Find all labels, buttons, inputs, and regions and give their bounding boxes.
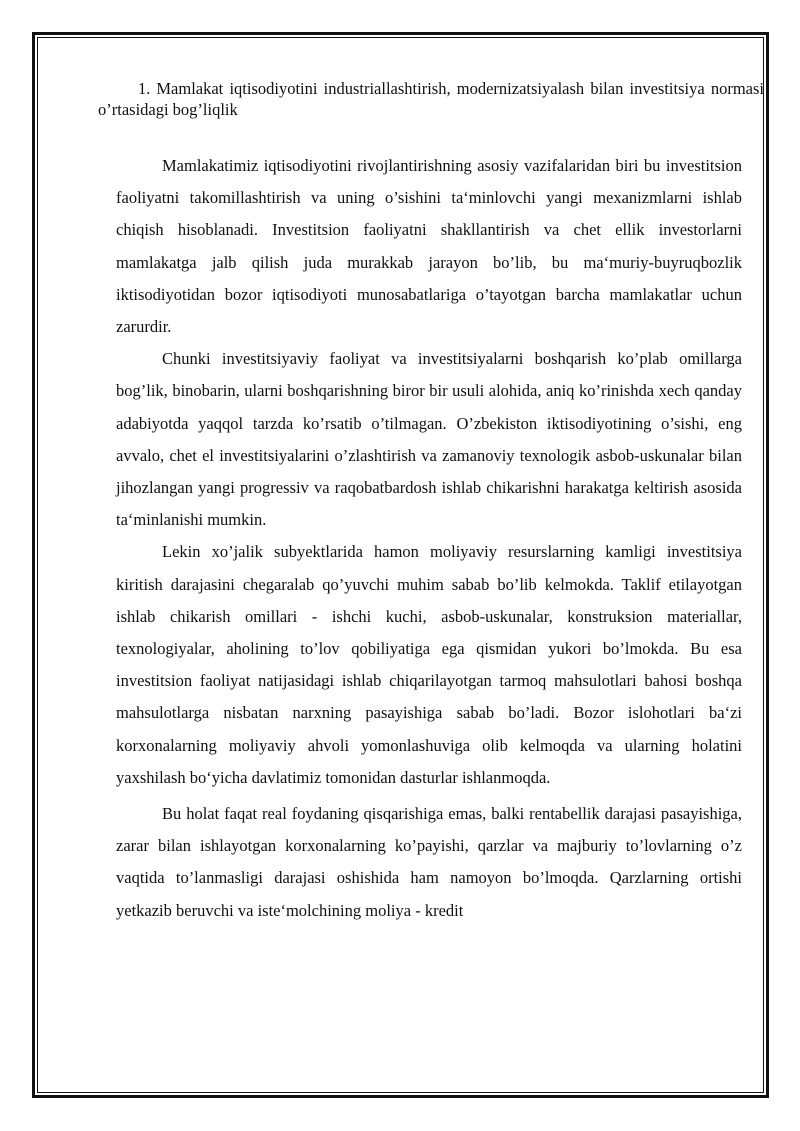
paragraph: Lekin xo’jalik subyektlarida hamon moliyaviy resurslarning kamligi investitsiya kiritish darajasini chegaralab qo’yuvchi muhim sabab bo’lib kelmokda. Taklif etilayotgan ishlab chikarish omillari - ishchi kuchi, asbob-uskunalar, konstruksion materiallar, texnologiyalar, aholining to’lov qobiliyatiga ega qismidan yukori bo’lmokda. Bu esa investitsion faoliyat natijasidagi ishlab chiqarilayotgan tarmoq mahsulotlari bahosi boshqa mahsulotlarga nisbatan narxning pasayishiga sabab bo’ladi. Bozor islohotlari ba‘zi korxonalarning moliyaviy ahvoli yomonlashuviga olib kelmoqda va ularning holatini yaxshilash bo‘yicha davlatimiz tomonidan dasturlar ishlanmoqda.: [116, 542, 742, 787]
section-title: Mamlakat iqtisodiyotini industriallashtirish, modernizatsiyalash bilan investitsiya normasi o’rtasidagi bog’liqlik: [98, 79, 764, 119]
paragraph: Bu holat faqat real foydaning qisqarishiga emas, balki rentabellik darajasi pasayishiga, zarar bilan ishlayotgan korxonalarning ko’payishi, qarzlar va majburiy to’lovlarning o’z vaqtida to’lanmasligi darajasi oshishida ham namoyon bo’lmoqda. Qarzlarning ortishi yetkazib beruvchi va iste‘molchining moliya - kredit: [116, 804, 742, 920]
section-heading: [98, 78, 764, 120]
paragraph: Chunki investitsiyaviy faoliyat va investitsiyalarni boshqarish ko’plab omillarga bog’lik, binobarin, ularni boshqarishning biror bir usuli alohida, aniq ko’rinishda xech qanday adabiyotda yaqqol tarzda ko’rsatib o’tilmagan. O’zbekiston iktisodiyotining o’sishi, eng avvalo, chet el investitsiyalarini o’zlashtirish va zamanoviy texnologik asbob-uskunalar bilan jihozlangan yangi progressiv va raqobatbardosh ishlab chikarishni harakatga keltirish asosida ta‘minlanishi mumkin.: [116, 349, 742, 530]
section-number: 1.: [138, 79, 151, 98]
paragraph: Mamlakatimiz iqtisodiyotini rivojlantirishning asosiy vazifalaridan biri bu investitsion faoliyatni takomillashtirish va uning o’sishini ta‘minlovchi yangi mexanizmlarni ishlab chiqish hisoblanadi. Investitsion faoliyatni shakllantirish va chet ellik investorlarni mamlakatga jalb qilish juda murakkab jarayon bo’lib, bu ma‘muriy-buyruqbozlik iktisodiyotidan bozor iqtisodiyoti munosabatlariga o’tayotgan barcha mamlakatlar uchun zarurdir.: [116, 156, 742, 337]
document-body: [116, 150, 742, 927]
